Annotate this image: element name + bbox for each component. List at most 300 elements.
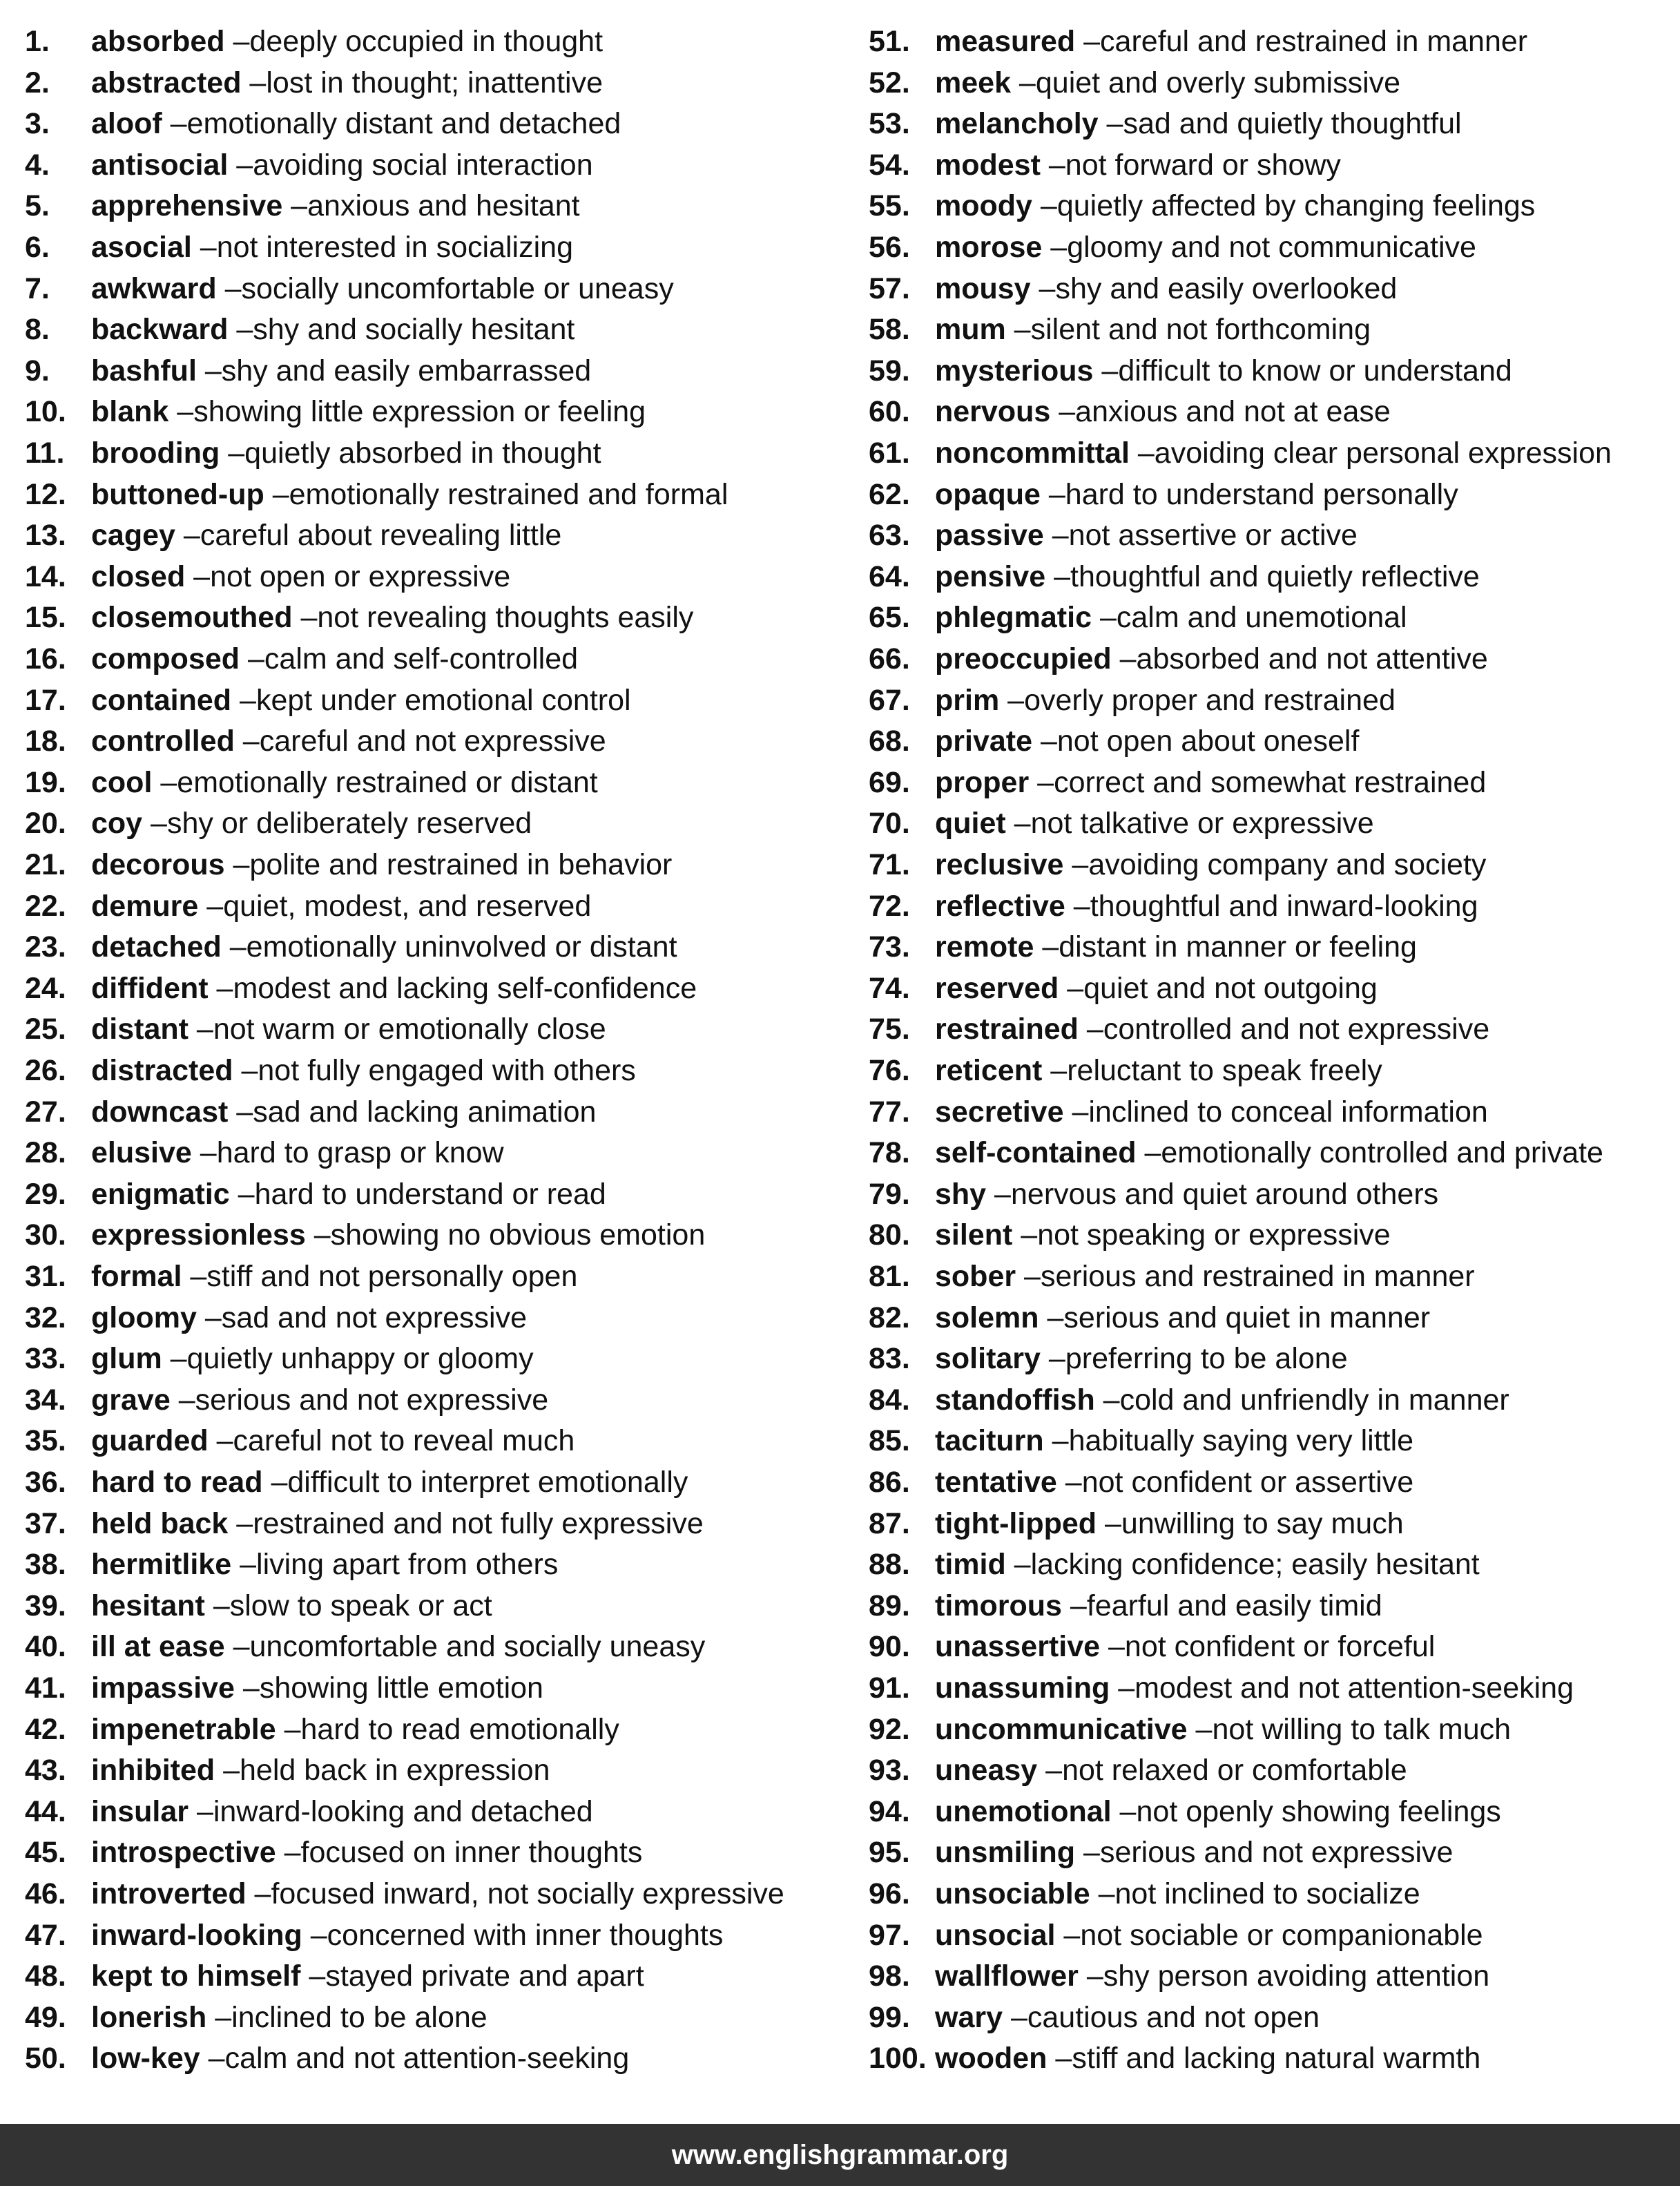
item-definition: not fully engaged with others: [258, 1054, 636, 1087]
item-term: phlegmatic: [935, 601, 1092, 635]
item-term: opaque: [935, 477, 1041, 511]
item-number: 65.: [869, 601, 910, 635]
item-definition: shy and easily embarrassed: [221, 354, 592, 387]
list-item: [869, 1132, 1603, 1173]
dash-separator: [217, 272, 242, 305]
dash-separator: [209, 972, 233, 1005]
item-term: controlled: [91, 725, 235, 758]
item-definition: absorbed and not attentive: [1136, 642, 1488, 675]
item-term: impenetrable: [91, 1712, 276, 1746]
item-definition: hard to read emotionally: [300, 1712, 619, 1746]
dash-separator: [152, 766, 177, 799]
item-definition: focused on inner thoughts: [300, 1836, 643, 1870]
list-item: [25, 1997, 487, 2038]
list-item: [25, 1256, 577, 1297]
item-term: guarded: [91, 1424, 209, 1458]
item-definition: quiet, modest, and reserved: [223, 889, 592, 923]
item-term: decorous: [91, 848, 225, 881]
item-definition: emotionally controlled and private: [1161, 1136, 1603, 1170]
dash-separator: [230, 1178, 255, 1211]
list-item: [25, 1585, 492, 1627]
item-definition: inclined to conceal information: [1088, 1095, 1488, 1129]
item-number: 89.: [869, 1589, 910, 1622]
item-term: wooden: [935, 2042, 1047, 2075]
dash-separator: [276, 1713, 301, 1746]
word-list: [0, 21, 1680, 2086]
list-item: [25, 1050, 636, 1091]
list-item: [25, 515, 561, 556]
item-number: 8.: [25, 313, 50, 347]
item-term: reflective: [935, 889, 1065, 923]
item-definition: sad and quietly thoughtful: [1123, 107, 1462, 141]
list-item: [25, 1461, 688, 1503]
item-definition: difficult to interpret emotionally: [287, 1466, 688, 1499]
item-number: 58.: [869, 313, 910, 347]
item-number: 60.: [869, 395, 910, 429]
dash-separator: [235, 1671, 260, 1705]
list-item: [869, 515, 1358, 556]
list-item: [869, 62, 1400, 104]
dash-separator: [1062, 1589, 1087, 1622]
item-definition: not assertive or active: [1068, 519, 1358, 553]
item-term: silent: [935, 1218, 1013, 1252]
dash-separator: [1029, 766, 1054, 799]
list-item: [869, 2038, 1480, 2079]
dash-separator: [999, 684, 1024, 717]
dash-separator: [1057, 1466, 1082, 1499]
list-item: [25, 1791, 593, 1832]
item-term: closemouthed: [91, 601, 293, 635]
footer-url[interactable]: www.englishgrammar.org: [671, 2140, 1009, 2170]
item-number: 61.: [869, 437, 910, 470]
item-number: 69.: [869, 765, 910, 799]
dash-separator: [162, 107, 187, 140]
item-number: 21.: [25, 848, 66, 881]
item-number: 17.: [25, 683, 66, 717]
item-term: unsociable: [935, 1877, 1090, 1910]
dash-separator: [1100, 1630, 1125, 1663]
item-term: quiet: [935, 807, 1006, 841]
item-term: insular: [91, 1794, 189, 1828]
item-term: grave: [91, 1383, 171, 1417]
list-item: [869, 638, 1488, 680]
item-number: 46.: [25, 1877, 66, 1910]
item-term: demure: [91, 889, 199, 923]
list-item: [869, 1791, 1501, 1832]
item-term: contained: [91, 683, 232, 717]
item-definition: habitually saying very little: [1068, 1424, 1414, 1458]
list-item: [25, 1420, 575, 1461]
list-item: [869, 1709, 1511, 1750]
list-item: [25, 309, 575, 350]
item-definition: emotionally restrained or distant: [177, 765, 598, 799]
item-definition: showing little emotion: [259, 1671, 543, 1705]
dash-separator: [225, 25, 250, 58]
item-definition: reluctant to speak freely: [1067, 1054, 1382, 1087]
list-item: [869, 391, 1391, 432]
list-item: [869, 1256, 1475, 1297]
item-number: 51.: [869, 25, 910, 58]
dash-separator: [228, 148, 253, 182]
item-definition: anxious and hesitant: [307, 189, 580, 223]
dash-separator: [1039, 1301, 1064, 1334]
list-item: [25, 762, 598, 803]
list-item: [869, 885, 1478, 927]
dash-separator: [189, 1795, 213, 1828]
item-definition: fearful and easily timid: [1086, 1589, 1382, 1622]
item-term: hermitlike: [91, 1548, 232, 1582]
item-number: 12.: [25, 477, 66, 511]
item-term: unassuming: [935, 1671, 1110, 1705]
item-definition: careful and restrained in manner: [1100, 25, 1528, 58]
item-term: pensive: [935, 559, 1046, 593]
item-definition: serious and not expressive: [195, 1383, 549, 1417]
item-definition: lost in thought; inattentive: [266, 66, 604, 99]
dash-separator: [1011, 66, 1036, 99]
item-definition: lacking confidence; easily hesitant: [1030, 1548, 1480, 1582]
list-item: [869, 597, 1407, 638]
item-term: taciturn: [935, 1424, 1044, 1458]
item-definition: avoiding company and society: [1088, 848, 1487, 881]
list-item: [869, 680, 1396, 721]
dash-separator: [1075, 1836, 1100, 1869]
list-item: [869, 1050, 1382, 1091]
item-number: 72.: [869, 889, 910, 923]
item-term: remote: [935, 930, 1034, 964]
item-term: held back: [91, 1506, 229, 1540]
dash-separator: [1041, 478, 1065, 511]
item-term: inhibited: [91, 1754, 215, 1787]
item-number: 50.: [25, 2042, 66, 2075]
item-term: unemotional: [935, 1794, 1112, 1828]
item-term: elusive: [91, 1136, 192, 1170]
dash-separator: [198, 890, 223, 923]
list-item: [869, 1008, 1489, 1050]
dash-separator: [300, 1959, 325, 1993]
item-number: 36.: [25, 1466, 66, 1499]
item-term: introspective: [91, 1836, 276, 1870]
item-definition: restrained and not fully expressive: [253, 1506, 704, 1540]
item-definition: cold and unfriendly in manner: [1119, 1383, 1509, 1417]
item-definition: concerned with inner thoughts: [327, 1918, 724, 1952]
item-term: timorous: [935, 1589, 1062, 1622]
list-item: [25, 1915, 723, 1956]
item-number: 5.: [25, 189, 50, 223]
item-definition: shy and easily overlooked: [1055, 271, 1398, 305]
item-definition: hard to understand personally: [1065, 477, 1458, 511]
item-term: closed: [91, 559, 186, 593]
item-term: uncommunicative: [935, 1712, 1188, 1746]
dash-separator: [1095, 1383, 1120, 1417]
dash-separator: [228, 1095, 253, 1129]
item-term: expressionless: [91, 1218, 306, 1252]
item-number: 13.: [25, 519, 66, 553]
list-item: [869, 1915, 1483, 1956]
item-term: glum: [91, 1342, 162, 1376]
list-item: [25, 144, 593, 186]
list-item: [25, 103, 621, 144]
item-number: 96.: [869, 1877, 910, 1910]
list-item: [869, 103, 1462, 144]
dash-separator: [1090, 1877, 1115, 1910]
item-definition: emotionally uninvolved or distant: [246, 930, 677, 964]
list-item: [25, 185, 580, 227]
dash-separator: [1112, 642, 1137, 675]
dash-separator: [228, 313, 253, 346]
dash-separator: [1006, 313, 1031, 346]
item-term: introverted: [91, 1877, 247, 1910]
item-number: 29.: [25, 1177, 66, 1211]
item-definition: sad and lacking animation: [253, 1095, 597, 1129]
item-term: cagey: [91, 519, 175, 553]
item-number: 82.: [869, 1301, 910, 1334]
item-definition: nervous and quiet around others: [1010, 1177, 1439, 1211]
item-term: unsocial: [935, 1918, 1056, 1952]
list-item: [25, 1173, 606, 1215]
dash-separator: [1137, 1136, 1161, 1169]
list-item: [25, 227, 573, 268]
list-item: [25, 1379, 548, 1421]
list-item: [869, 1749, 1407, 1791]
item-definition: not revealing thoughts easily: [317, 601, 694, 635]
item-number: 25.: [25, 1013, 66, 1046]
dash-separator: [225, 848, 250, 881]
item-definition: not forward or showy: [1065, 148, 1341, 182]
list-item: [869, 1461, 1413, 1503]
item-number: 77.: [869, 1095, 910, 1129]
item-number: 59.: [869, 354, 910, 387]
dash-separator: [1006, 807, 1031, 840]
item-number: 54.: [869, 148, 910, 182]
list-item: [869, 844, 1486, 885]
item-term: shy: [935, 1177, 987, 1211]
dash-separator: [1032, 725, 1057, 758]
item-definition: living apart from others: [256, 1548, 559, 1582]
item-number: 19.: [25, 765, 66, 799]
item-definition: serious and restrained in manner: [1040, 1260, 1475, 1293]
list-item: [869, 474, 1458, 515]
item-number: 73.: [869, 930, 910, 964]
item-term: private: [935, 725, 1033, 758]
item-term: uneasy: [935, 1754, 1038, 1787]
dash-separator: [263, 1466, 288, 1499]
list-item: [869, 268, 1397, 309]
list-item: [25, 680, 631, 721]
item-definition: not confident or assertive: [1081, 1466, 1414, 1499]
item-definition: thoughtful and inward-looking: [1090, 889, 1478, 923]
dash-separator: [235, 725, 260, 758]
list-item: [25, 926, 677, 968]
item-term: proper: [935, 765, 1030, 799]
item-definition: cautious and not open: [1027, 2000, 1320, 2034]
dash-separator: [1112, 1795, 1137, 1828]
item-term: secretive: [935, 1095, 1064, 1129]
item-definition: stayed private and apart: [325, 1959, 644, 1993]
item-term: self-contained: [935, 1136, 1137, 1170]
item-definition: serious and not expressive: [1099, 1836, 1454, 1870]
item-number: 30.: [25, 1218, 66, 1252]
dash-separator: [1079, 1959, 1103, 1993]
list-item: [869, 21, 1527, 62]
item-definition: gloomy and not communicative: [1067, 231, 1476, 264]
list-item: [869, 1503, 1404, 1544]
dash-separator: [209, 1424, 233, 1457]
item-term: distant: [91, 1013, 189, 1046]
dash-separator: [168, 395, 193, 428]
item-definition: preferring to be alone: [1065, 1342, 1348, 1376]
item-number: 98.: [869, 1959, 910, 1993]
dash-separator: [1042, 231, 1067, 264]
item-definition: emotionally restrained and formal: [289, 477, 728, 511]
item-number: 80.: [869, 1218, 910, 1252]
item-term: gloomy: [91, 1301, 197, 1334]
list-item: [25, 1338, 534, 1379]
item-term: composed: [91, 642, 240, 675]
item-number: 2.: [25, 66, 50, 99]
item-number: 55.: [869, 189, 910, 223]
item-number: 4.: [25, 148, 50, 182]
dash-separator: [175, 519, 200, 552]
item-number: 68.: [869, 725, 910, 758]
item-definition: quietly absorbed in thought: [244, 437, 601, 470]
dash-separator: [1065, 890, 1090, 923]
dash-separator: [1063, 848, 1088, 881]
dash-separator: [1041, 1342, 1065, 1375]
dash-separator: [247, 1877, 271, 1910]
item-definition: not willing to talk much: [1212, 1712, 1512, 1746]
item-term: solitary: [935, 1342, 1041, 1376]
item-term: brooding: [91, 437, 220, 470]
list-item: [25, 1749, 550, 1791]
dash-separator: [1037, 1754, 1062, 1787]
item-term: absorbed: [91, 25, 225, 58]
dash-separator: [1097, 1507, 1121, 1540]
item-term: reserved: [935, 971, 1059, 1005]
dash-separator: [228, 1507, 253, 1540]
item-number: 92.: [869, 1712, 910, 1746]
dash-separator: [282, 189, 307, 222]
item-term: sober: [935, 1260, 1016, 1293]
item-definition: not relaxed or comfortable: [1062, 1754, 1407, 1787]
item-term: modest: [935, 148, 1041, 182]
item-number: 20.: [25, 807, 66, 841]
item-definition: calm and self-controlled: [264, 642, 579, 675]
dash-separator: [192, 231, 217, 264]
dash-separator: [1012, 1218, 1037, 1252]
item-definition: not open or expressive: [210, 559, 511, 593]
item-definition: avoiding social interaction: [253, 148, 593, 182]
item-term: tight-lipped: [935, 1506, 1097, 1540]
item-definition: hard to understand or read: [254, 1177, 606, 1211]
item-definition: modest and lacking self-confidence: [233, 971, 697, 1005]
dash-separator: [1031, 272, 1056, 305]
dash-separator: [171, 1383, 195, 1417]
item-number: 48.: [25, 1959, 66, 1993]
list-item: [869, 968, 1378, 1009]
item-definition: shy person avoiding attention: [1103, 1959, 1490, 1993]
dash-separator: [225, 1630, 250, 1663]
list-item: [25, 844, 672, 885]
item-definition: anxious and not at ease: [1075, 395, 1391, 429]
list-item: [25, 885, 591, 927]
list-item: [25, 432, 601, 474]
item-number: 27.: [25, 1095, 66, 1129]
item-definition: quietly affected by changing feelings: [1056, 189, 1536, 223]
item-definition: shy and socially hesitant: [253, 313, 575, 347]
item-number: 28.: [25, 1136, 66, 1170]
item-term: measured: [935, 25, 1076, 58]
dash-separator: [293, 601, 318, 634]
dash-separator: [1045, 560, 1070, 593]
item-term: abstracted: [91, 66, 242, 99]
dash-separator: [185, 560, 210, 593]
item-number: 79.: [869, 1177, 910, 1211]
item-definition: modest and not attention-seeking: [1135, 1671, 1574, 1705]
list-item: [25, 1667, 543, 1709]
list-item: [869, 1379, 1509, 1421]
item-term: formal: [91, 1260, 182, 1293]
item-number: 71.: [869, 848, 910, 881]
list-item: [25, 1544, 558, 1585]
item-number: 9.: [25, 354, 50, 387]
item-number: 45.: [25, 1836, 66, 1870]
item-number: 52.: [869, 66, 910, 99]
item-term: reticent: [935, 1054, 1043, 1087]
item-number: 74.: [869, 971, 910, 1005]
item-term: hesitant: [91, 1589, 205, 1622]
item-definition: controlled and not expressive: [1103, 1013, 1490, 1046]
item-number: 56.: [869, 231, 910, 264]
item-term: inward-looking: [91, 1918, 302, 1952]
item-number: 40.: [25, 1630, 66, 1664]
item-definition: showing little expression or feeling: [193, 395, 646, 429]
item-term: mousy: [935, 271, 1031, 305]
item-number: 62.: [869, 477, 910, 511]
item-definition: distant in manner or feeling: [1059, 930, 1417, 964]
list-item: [869, 1297, 1430, 1339]
item-term: passive: [935, 519, 1044, 553]
item-term: cool: [91, 765, 153, 799]
list-item: [25, 1832, 642, 1873]
item-number: 35.: [25, 1424, 66, 1458]
item-definition: thoughtful and quietly reflective: [1070, 559, 1480, 593]
item-definition: unwilling to say much: [1121, 1506, 1404, 1540]
dash-separator: [1055, 1919, 1080, 1952]
item-term: nervous: [935, 395, 1051, 429]
list-item: [869, 1091, 1488, 1133]
item-number: 100.: [869, 2042, 927, 2075]
list-item: [25, 350, 591, 392]
item-number: 23.: [25, 930, 66, 964]
item-definition: kept under emotional control: [255, 683, 631, 717]
item-term: melancholy: [935, 107, 1099, 141]
item-term: apprehensive: [91, 189, 283, 223]
item-term: wary: [935, 2000, 1003, 2034]
list-item: [869, 1873, 1420, 1915]
item-definition: uncomfortable and socially uneasy: [249, 1630, 706, 1664]
item-definition: shy or deliberately reserved: [166, 807, 532, 841]
dash-separator: [1047, 2042, 1072, 2075]
item-definition: silent and not forthcoming: [1030, 313, 1371, 347]
dash-separator: [1041, 148, 1065, 182]
dash-separator: [162, 1342, 187, 1375]
list-item: [869, 1832, 1453, 1873]
list-item: [869, 309, 1371, 350]
dash-separator: [1044, 519, 1069, 552]
list-item: [25, 62, 603, 104]
item-term: mum: [935, 313, 1006, 347]
list-item: [869, 1173, 1438, 1215]
